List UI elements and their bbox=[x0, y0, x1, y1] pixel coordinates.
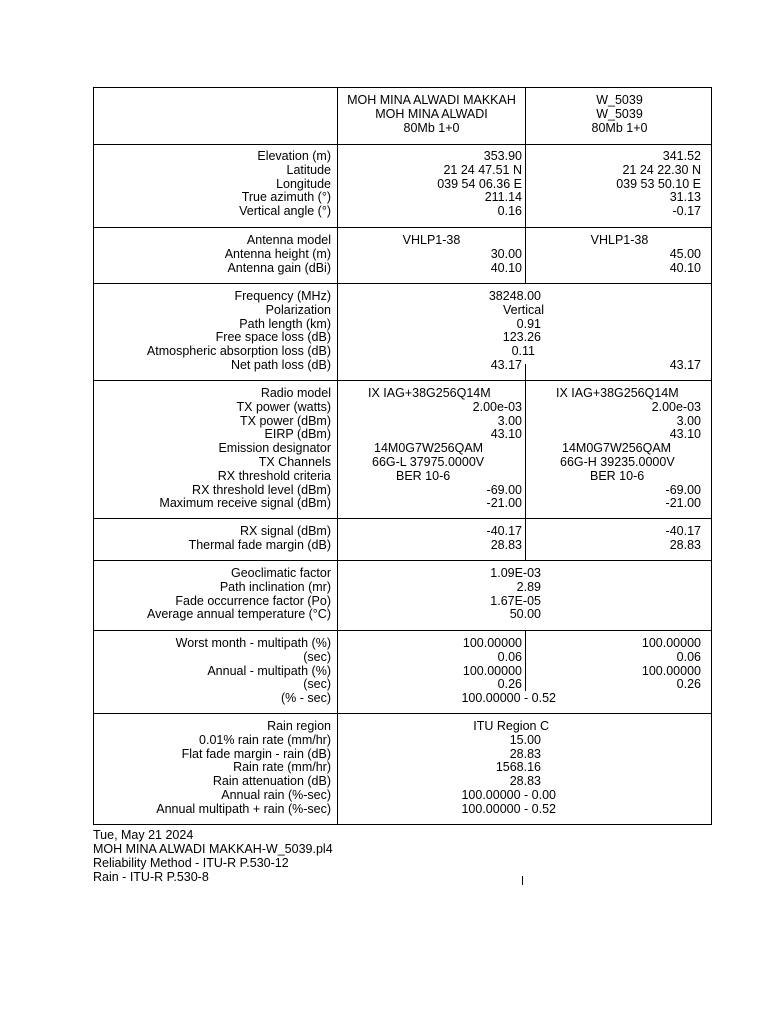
site1-worst-month-sec: 0.06 bbox=[497, 649, 522, 664]
rain-section bbox=[94, 714, 711, 824]
site1-rx-threshold-criteria: BER 10-6 bbox=[396, 468, 451, 483]
label-max-receive-signal: Maximum receive signal (dBm) bbox=[159, 496, 331, 511]
label-worst-month-sec: (sec) bbox=[303, 649, 331, 664]
site2-antenna-height: 45.00 bbox=[669, 246, 701, 261]
site1-antenna-height: 30.00 bbox=[490, 246, 522, 261]
footer-date: Tue, May 21 2024 bbox=[93, 828, 194, 842]
geoclimatic-factor-value: 1.09E-03 bbox=[490, 566, 541, 580]
header-label-cell bbox=[94, 88, 338, 144]
label-fade-occurrence-factor: Fade occurrence factor (Po) bbox=[175, 593, 331, 608]
site2-annual-multipath: 100.00000 bbox=[641, 663, 701, 678]
site1-vertical-angle: 0.16 bbox=[497, 204, 522, 219]
label-path-length: Path length (km) bbox=[239, 316, 331, 331]
site2-tx-power-watts: 2.00e-03 bbox=[651, 399, 701, 414]
path-length-value: 0.91 bbox=[516, 316, 541, 331]
site2-emission-designator: 14M0G7W256QAM bbox=[562, 441, 672, 456]
label-antenna-gain: Antenna gain (dBi) bbox=[227, 260, 331, 275]
label-annual-rain: Annual rain (%-sec) bbox=[221, 787, 331, 802]
site2-rx-threshold-level: -69.00 bbox=[665, 482, 701, 497]
site2-net-path-loss: 43.17 bbox=[669, 357, 701, 372]
label-antenna-model: Antenna model bbox=[246, 233, 331, 247]
label-annual-sec: (sec) bbox=[303, 677, 331, 692]
site2-name: W_5039 bbox=[596, 93, 643, 107]
label-atmospheric-loss: Atmospheric absorption loss (dB) bbox=[146, 344, 331, 359]
site1-rx-signal: -40.17 bbox=[486, 524, 522, 538]
header-section bbox=[94, 88, 711, 145]
path-section bbox=[94, 284, 711, 381]
annual-multipath-rain-value: 100.00000 - 0.52 bbox=[461, 801, 556, 816]
label-rain-rate: Rain rate (mm/hr) bbox=[233, 760, 331, 775]
site1-longitude: 039 54 06.36 E bbox=[437, 176, 522, 191]
label-rx-signal: RX signal (dBm) bbox=[240, 524, 331, 538]
label-rain-attenuation: Rain attenuation (dB) bbox=[212, 774, 331, 789]
site2-subname: W_5039 bbox=[596, 106, 643, 121]
site2-tx-channel: 66G-H 39235.0000V bbox=[560, 454, 675, 469]
label-tx-power-watts: TX power (watts) bbox=[236, 399, 331, 414]
site2-capacity: 80Mb 1+0 bbox=[591, 120, 648, 135]
site2-true-azimuth: 31.13 bbox=[669, 190, 701, 205]
label-geoclimatic-factor: Geoclimatic factor bbox=[230, 566, 331, 580]
site2-elevation: 341.52 bbox=[662, 149, 701, 163]
footer-filename: MOH MINA ALWADI MAKKAH-W_5039.pl4 bbox=[93, 842, 333, 856]
site1-max-receive-signal: -21.00 bbox=[486, 496, 522, 511]
site2-rx-threshold-criteria: BER 10-6 bbox=[590, 468, 645, 483]
label-multipath-total: (% - sec) bbox=[281, 691, 331, 706]
site2-rx-signal: -40.17 bbox=[665, 524, 701, 538]
label-latitude: Latitude bbox=[286, 162, 331, 177]
site2-antenna-gain: 40.10 bbox=[669, 260, 701, 275]
site2-tx-power-dbm: 3.00 bbox=[676, 413, 701, 428]
antenna-section bbox=[94, 228, 711, 284]
flat-fade-margin-rain-value: 28.83 bbox=[509, 746, 541, 761]
frequency-value: 38248.00 bbox=[488, 289, 541, 303]
site2-longitude: 039 53 50.10 E bbox=[616, 176, 701, 191]
label-tx-channels: TX Channels bbox=[258, 454, 331, 469]
annual-rain-value: 100.00000 - 0.00 bbox=[461, 787, 556, 802]
average-annual-temperature-value: 50.00 bbox=[509, 607, 541, 622]
rain-attenuation-value: 28.83 bbox=[509, 774, 541, 789]
label-vertical-angle: Vertical angle (°) bbox=[239, 204, 331, 219]
multipath-total-value: 100.00000 - 0.52 bbox=[461, 691, 556, 706]
label-frequency: Frequency (MHz) bbox=[234, 289, 331, 303]
site2-eirp: 43.10 bbox=[669, 427, 701, 442]
site1-eirp: 43.10 bbox=[490, 427, 522, 442]
label-annual-multipath-rain: Annual multipath + rain (%-sec) bbox=[156, 801, 331, 816]
site1-rx-threshold-level: -69.00 bbox=[486, 482, 522, 497]
site1-net-path-loss: 43.17 bbox=[490, 357, 522, 372]
signal-section bbox=[94, 519, 711, 561]
site2-worst-month-multipath: 100.00000 bbox=[641, 636, 701, 650]
label-net-path-loss: Net path loss (dB) bbox=[230, 357, 331, 372]
site1-emission-designator: 14M0G7W256QAM bbox=[374, 441, 484, 456]
label-worst-month-multipath: Worst month - multipath (%) bbox=[175, 636, 331, 650]
label-flat-fade-margin-rain: Flat fade margin - rain (dB) bbox=[181, 746, 331, 761]
site1-tx-channel: 66G-L 37975.0000V bbox=[372, 454, 485, 469]
link-report-table bbox=[93, 87, 712, 825]
polarization-value: Vertical bbox=[503, 302, 544, 317]
site1-annual-sec: 0.26 bbox=[497, 677, 522, 692]
label-rx-threshold-criteria: RX threshold criteria bbox=[217, 468, 331, 483]
label-rain-rate-001: 0.01% rain rate (mm/hr) bbox=[199, 732, 331, 747]
label-annual-multipath: Annual - multipath (%) bbox=[207, 663, 331, 678]
free-space-loss-value: 123.26 bbox=[502, 330, 541, 345]
label-rain-region: Rain region bbox=[267, 719, 331, 733]
site1-thermal-fade-margin: 28.83 bbox=[490, 537, 522, 552]
site1-antenna-model: VHLP1-38 bbox=[402, 233, 461, 247]
site2-latitude: 21 24 22.30 N bbox=[622, 162, 701, 177]
label-rx-threshold-level: RX threshold level (dBm) bbox=[192, 482, 331, 497]
rain-rate-value: 1568.16 bbox=[495, 760, 541, 775]
label-antenna-height: Antenna height (m) bbox=[224, 246, 331, 261]
label-free-space-loss: Free space loss (dB) bbox=[215, 330, 331, 345]
site1-antenna-gain: 40.10 bbox=[490, 260, 522, 275]
climate-section bbox=[94, 561, 711, 631]
footer-rain-method: Rain - ITU-R P.530-8 bbox=[93, 870, 209, 884]
site1-latitude: 21 24 47.51 N bbox=[443, 162, 522, 177]
multipath-section bbox=[94, 631, 711, 714]
label-average-annual-temperature: Average annual temperature (°C) bbox=[146, 607, 331, 622]
site1-subname: MOH MINA ALWADI bbox=[375, 106, 488, 121]
label-emission-designator: Emission designator bbox=[218, 441, 331, 456]
site1-annual-multipath: 100.00000 bbox=[462, 663, 522, 678]
label-eirp: EIRP (dBm) bbox=[264, 427, 331, 442]
site1-elevation: 353.90 bbox=[483, 149, 522, 163]
site2-worst-month-sec: 0.06 bbox=[676, 649, 701, 664]
rain-region-value: ITU Region C bbox=[473, 719, 549, 733]
label-true-azimuth: True azimuth (°) bbox=[241, 190, 331, 205]
site2-radio-model: IX IAG+38G256Q14M bbox=[556, 386, 679, 400]
site2-max-receive-signal: -21.00 bbox=[665, 496, 701, 511]
label-radio-model: Radio model bbox=[260, 386, 331, 400]
site1-radio-model: IX IAG+38G256Q14M bbox=[368, 386, 491, 400]
label-polarization: Polarization bbox=[265, 302, 331, 317]
report-footer bbox=[93, 828, 333, 884]
atmospheric-loss-value: 0.11 bbox=[511, 344, 535, 359]
footer-reliability-method: Reliability Method - ITU-R P.530-12 bbox=[93, 856, 289, 870]
label-thermal-fade-margin: Thermal fade margin (dB) bbox=[188, 537, 331, 552]
site1-worst-month-multipath: 100.00000 bbox=[462, 636, 522, 650]
page-mark bbox=[522, 876, 523, 885]
site1-capacity: 80Mb 1+0 bbox=[403, 120, 460, 135]
label-path-inclination: Path inclination (mr) bbox=[219, 579, 331, 594]
site1-name: MOH MINA ALWADI MAKKAH bbox=[347, 93, 516, 107]
radio-section bbox=[94, 381, 711, 519]
path-inclination-value: 2.89 bbox=[516, 579, 541, 594]
site2-antenna-model: VHLP1-38 bbox=[590, 233, 649, 247]
site2-vertical-angle: -0.17 bbox=[672, 204, 701, 219]
site1-true-azimuth: 211.14 bbox=[484, 190, 522, 205]
location-section bbox=[94, 145, 711, 228]
site1-tx-power-watts: 2.00e-03 bbox=[472, 399, 522, 414]
label-longitude: Longitude bbox=[276, 176, 331, 191]
label-elevation: Elevation (m) bbox=[257, 149, 331, 163]
label-tx-power-dbm: TX power (dBm) bbox=[240, 413, 331, 428]
rain-rate-001-value: 15.00 bbox=[509, 732, 541, 747]
site2-thermal-fade-margin: 28.83 bbox=[669, 537, 701, 552]
site2-annual-sec: 0.26 bbox=[676, 677, 701, 692]
site1-tx-power-dbm: 3.00 bbox=[497, 413, 522, 428]
fade-occurrence-factor-value: 1.67E-05 bbox=[490, 593, 541, 608]
